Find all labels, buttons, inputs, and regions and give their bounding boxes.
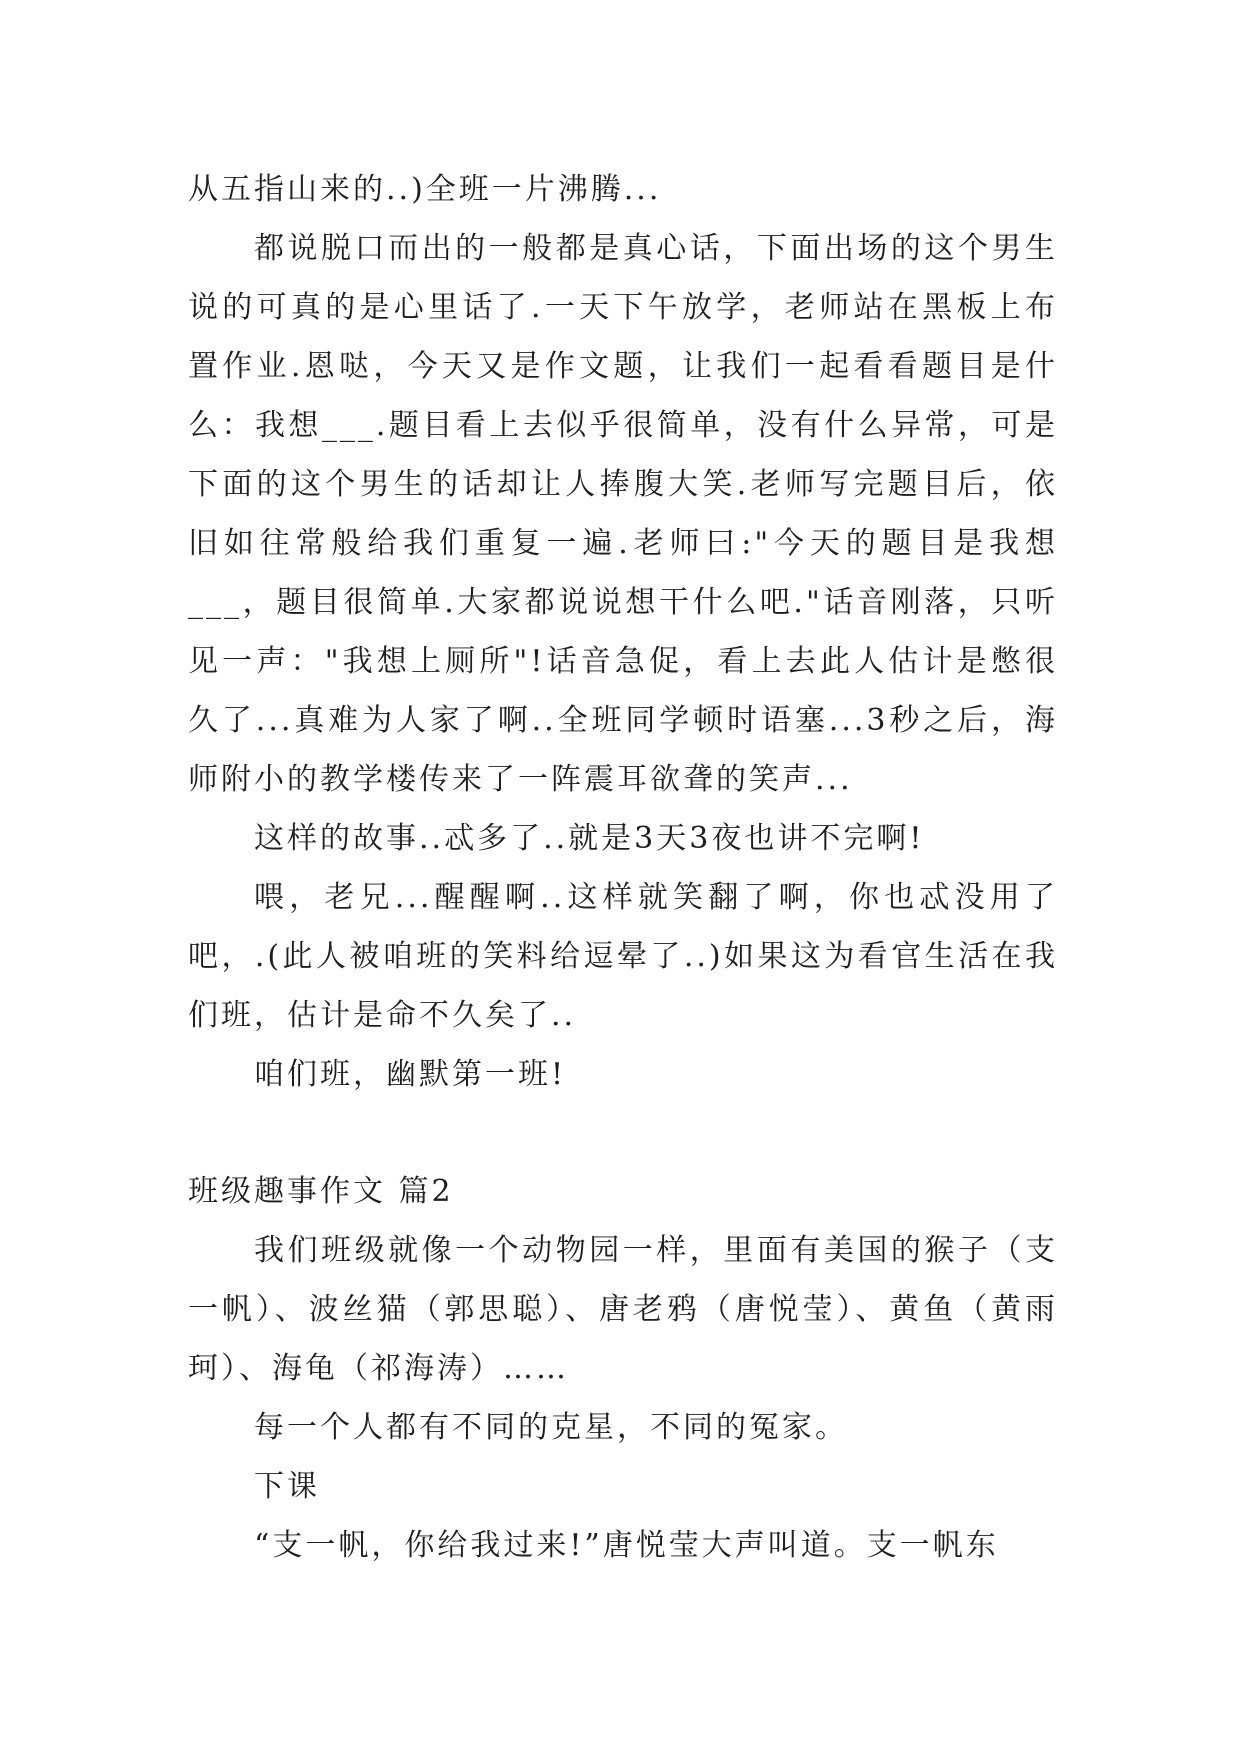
paragraph-1: 从五指山来的..)全班一片沸腾... [188,172,662,207]
paragraph-3: 这样的故事..忒多了..就是3天3夜也讲不完啊! [254,821,925,856]
paragraph-2: 都说脱口而出的一般都是真心话，下面出场的这个男生说的可真的是心里话了.一天下午放学，老师站在黑板上布置作业.恩哒，今天又是作文题，让我们一起看看题目是什么：我想___.题目看上去似乎很简单，没有什么异常，可是下面的这个男生的话却让人捧腹大笑.老师写完题目后，依旧如往常般给我们重复一遍.老师曰:"今天的题目是我想___，题目很简单.大家都说说想干什么吧."话音刚落，只听见一声："我想上厕所"!话音急促，看上去此人估计是憋很久了...真难为人家了啊..全班同学顿时语塞...3秒之后，海师附小的教学楼传来了一阵震耳欲聋的笑声... [188,231,1058,797]
paragraph-6: 我们班级就像一个动物园一样，里面有美国的猴子（支一帆）、波丝猫（郭思聪）、唐老鸦（唐悦莹）、黄鱼（黄雨珂）、海龟（祁海涛）…… [188,1233,1058,1386]
paragraph-9: “支一帆，你给我过来!”唐悦莹大声叫道。支一帆东 [254,1528,999,1563]
paragraph-7: 每一个人都有不同的克星，不同的冤家。 [254,1410,848,1445]
section-heading: 班级趣事作文 篇2 [188,1174,454,1209]
document-page [188,160,1058,1575]
paragraph-8: 下课 [254,1469,320,1504]
paragraph-5: 咱们班，幽默第一班! [254,1057,567,1092]
paragraph-4: 喂，老兄...醒醒啊..这样就笑翻了啊，你也忒没用了吧，.(此人被咱班的笑料给逗晕了..)如果这为看官生活在我们班，估计是命不久矣了.. [188,880,1058,1033]
